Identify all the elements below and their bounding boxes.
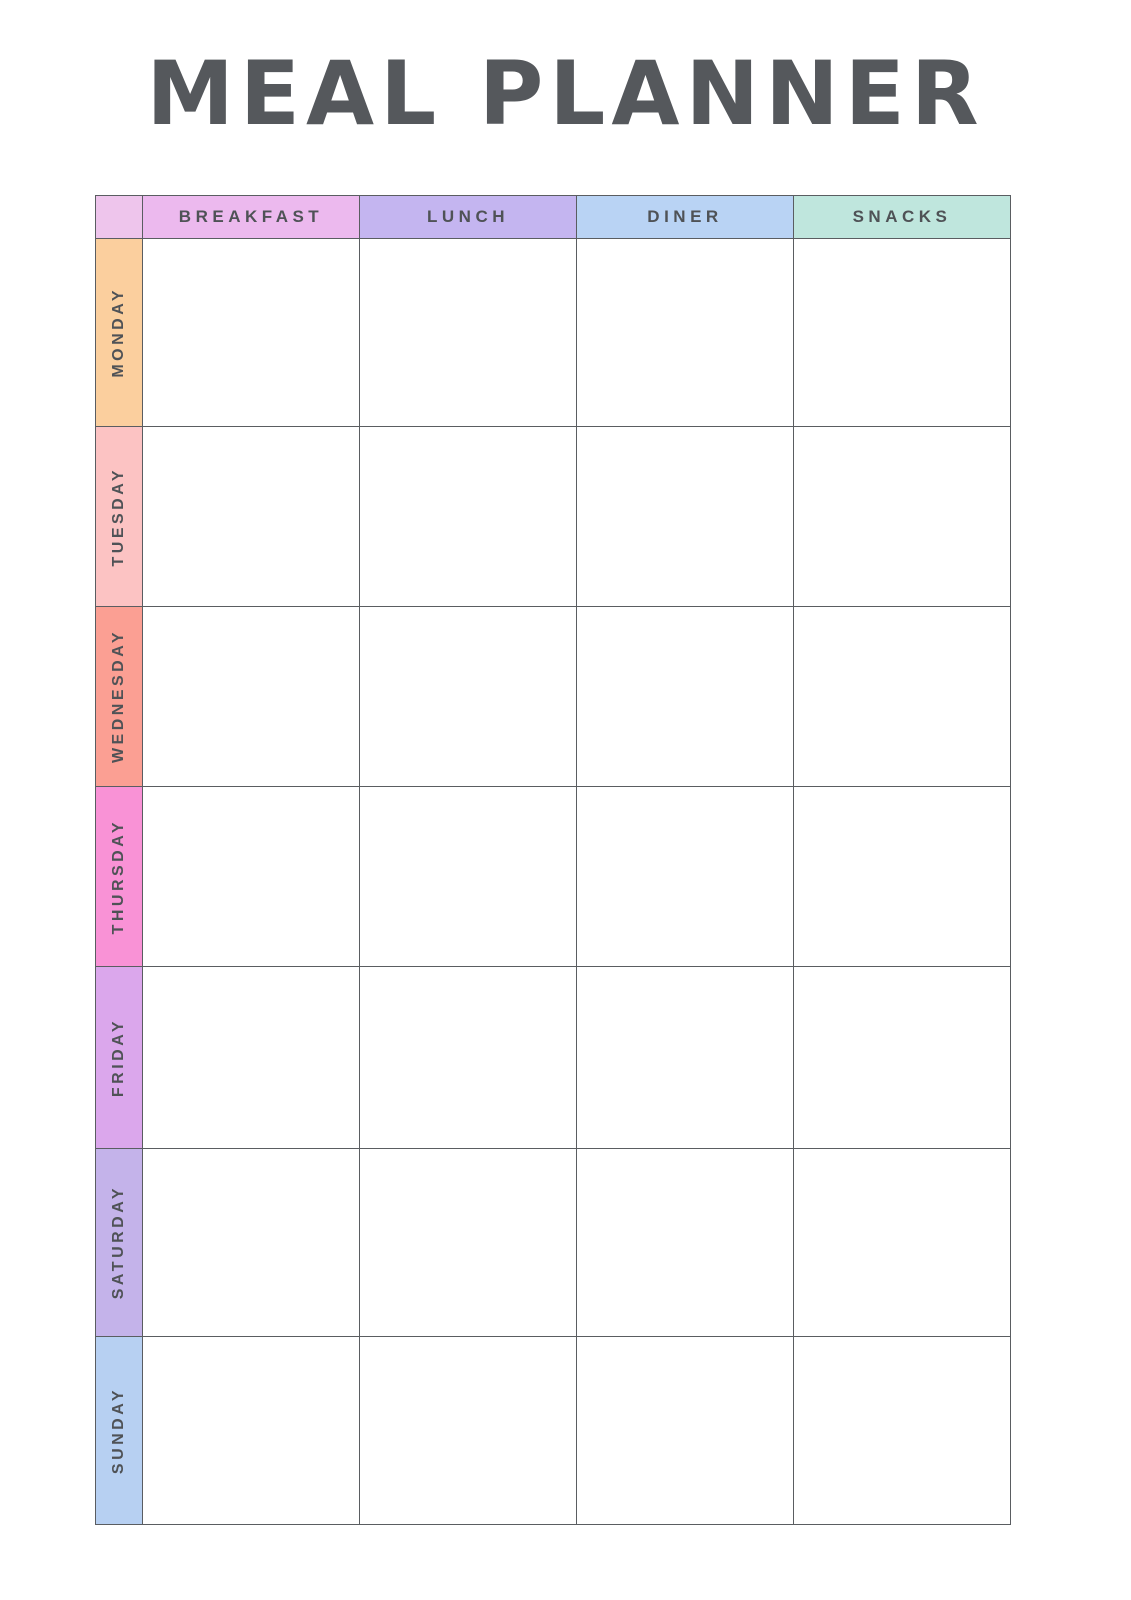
table-header-row: [96, 196, 1011, 239]
meal-cell-friday-snacks[interactable]: [794, 967, 1011, 1149]
meal-cell-thursday-breakfast[interactable]: [143, 787, 360, 967]
table-row: [96, 239, 1011, 427]
table-row: [96, 1337, 1011, 1525]
meal-cell-sunday-snacks[interactable]: [794, 1337, 1011, 1525]
day-label-friday: [96, 967, 143, 1149]
day-label-text: WEDNESDAY: [110, 629, 127, 764]
meal-cell-monday-snacks[interactable]: [794, 239, 1011, 427]
meal-cell-wednesday-lunch[interactable]: [360, 607, 577, 787]
meal-cell-friday-diner[interactable]: [577, 967, 794, 1149]
day-label-monday: [96, 239, 143, 427]
meal-cell-monday-breakfast[interactable]: [143, 239, 360, 427]
meal-cell-monday-diner[interactable]: [577, 239, 794, 427]
meal-planner-table: [95, 195, 1011, 1525]
meal-cell-monday-lunch[interactable]: [360, 239, 577, 427]
meal-cell-tuesday-snacks[interactable]: [794, 427, 1011, 607]
meal-cell-saturday-lunch[interactable]: [360, 1149, 577, 1337]
table-row: [96, 427, 1011, 607]
meal-cell-thursday-diner[interactable]: [577, 787, 794, 967]
meal-cell-saturday-diner[interactable]: [577, 1149, 794, 1337]
table-row: [96, 607, 1011, 787]
meal-cell-wednesday-breakfast[interactable]: [143, 607, 360, 787]
page-title: MEAL PLANNER: [146, 42, 985, 145]
meal-cell-sunday-breakfast[interactable]: [143, 1337, 360, 1525]
column-header-lunch: LUNCH: [360, 196, 577, 239]
day-label-text: TUESDAY: [110, 466, 127, 567]
column-header-breakfast: BREAKFAST: [143, 196, 360, 239]
table-row: [96, 787, 1011, 967]
table-row: [96, 1149, 1011, 1337]
day-label-text: SATURDAY: [110, 1185, 127, 1300]
day-label-text: THURSDAY: [110, 818, 127, 935]
day-label-tuesday: [96, 427, 143, 607]
meal-cell-saturday-snacks[interactable]: [794, 1149, 1011, 1337]
meal-cell-tuesday-diner[interactable]: [577, 427, 794, 607]
day-label-wednesday: [96, 607, 143, 787]
meal-cell-friday-lunch[interactable]: [360, 967, 577, 1149]
day-label-text: SUNDAY: [110, 1386, 127, 1475]
meal-cell-thursday-snacks[interactable]: [794, 787, 1011, 967]
meal-cell-wednesday-snacks[interactable]: [794, 607, 1011, 787]
meal-cell-tuesday-breakfast[interactable]: [143, 427, 360, 607]
column-header-diner: DINER: [577, 196, 794, 239]
meal-cell-sunday-diner[interactable]: [577, 1337, 794, 1525]
meal-cell-wednesday-diner[interactable]: [577, 607, 794, 787]
day-label-sunday: [96, 1337, 143, 1525]
meal-cell-thursday-lunch[interactable]: [360, 787, 577, 967]
meal-planner-table-wrapper: [95, 195, 1010, 1525]
table-corner-cell: [96, 196, 143, 239]
meal-cell-sunday-lunch[interactable]: [360, 1337, 577, 1525]
meal-cell-tuesday-lunch[interactable]: [360, 427, 577, 607]
day-label-text: FRIDAY: [110, 1017, 127, 1098]
meal-cell-friday-breakfast[interactable]: [143, 967, 360, 1149]
day-label-saturday: [96, 1149, 143, 1337]
day-label-text: MONDAY: [110, 287, 127, 378]
table-row: [96, 967, 1011, 1149]
meal-cell-saturday-breakfast[interactable]: [143, 1149, 360, 1337]
column-header-snacks: SNACKS: [794, 196, 1011, 239]
day-label-thursday: [96, 787, 143, 967]
